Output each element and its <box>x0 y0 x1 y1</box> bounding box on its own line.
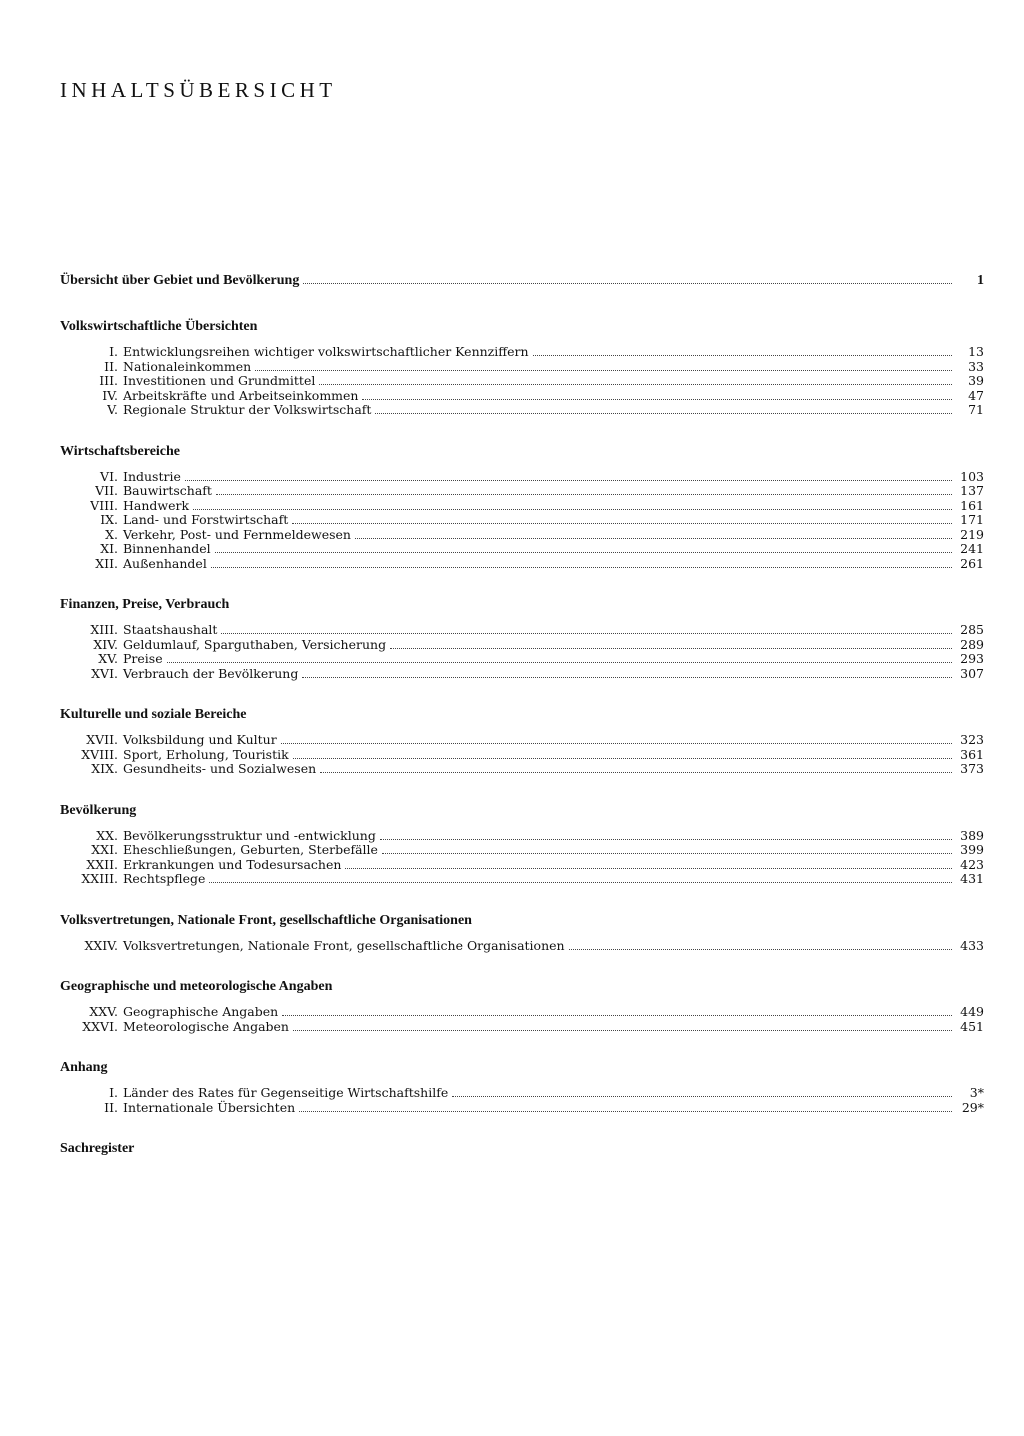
toc-entry-label: Arbeitskräfte und Arbeitseinkommen <box>123 387 359 403</box>
toc-entry-label: Sport, Erholung, Touristik <box>123 746 289 762</box>
toc-entry-number: XIV. <box>93 636 118 652</box>
dot-leader <box>292 523 952 524</box>
toc-entry[interactable] <box>60 623 984 638</box>
toc-section <box>60 977 984 1034</box>
dot-leader <box>362 399 952 400</box>
toc-entry-number: XXIV. <box>84 937 118 953</box>
dot-leader <box>302 677 952 678</box>
toc-entry[interactable] <box>60 499 984 514</box>
toc-section <box>60 911 984 954</box>
section-heading: Kulturelle und soziale Bereiche <box>60 707 247 722</box>
toc-entry[interactable] <box>60 542 984 557</box>
toc-entry-number: IV. <box>102 387 118 403</box>
toc-entry-number: IX. <box>100 512 118 527</box>
toc-section <box>60 705 984 777</box>
toc-page-number: 399 <box>960 842 984 857</box>
toc-section <box>60 317 984 418</box>
toc-entry-label: Nationaleinkommen <box>123 358 252 374</box>
section-heading: Bevölkerung <box>60 802 137 818</box>
toc-entry-number: XVIII. <box>81 746 118 762</box>
toc-section <box>60 595 984 681</box>
toc-entry-number: XX. <box>96 827 118 843</box>
toc-entry-number: XXII. <box>86 856 118 872</box>
toc-entry-label: Übersicht über Gebiet und Bevölkerung <box>60 273 300 288</box>
dot-leader <box>293 758 952 759</box>
toc-page-number: 449 <box>960 1004 984 1019</box>
toc-page-number: 433 <box>960 937 984 953</box>
toc-page-number: 389 <box>960 827 984 843</box>
toc-entry-label: Volksbildung und Kultur <box>123 732 277 747</box>
toc-page-number: 451 <box>960 1018 984 1034</box>
dot-leader <box>293 1030 952 1031</box>
toc-page-number: 323 <box>960 732 984 747</box>
toc-entry-label: Geographische Angaben <box>123 1004 279 1019</box>
toc-page-number: 161 <box>960 497 984 513</box>
toc-page-number: 307 <box>960 665 984 681</box>
toc-entry[interactable] <box>60 667 984 682</box>
toc-entry-number: V. <box>107 402 118 417</box>
toc-entry[interactable] <box>60 403 984 418</box>
toc-entry-label: Eheschließungen, Geburten, Sterbefälle <box>123 842 378 857</box>
toc-entry[interactable] <box>60 1005 984 1020</box>
toc-page-number: 423 <box>960 856 984 872</box>
toc-page-number: 289 <box>960 636 984 652</box>
toc-page-number: 285 <box>960 622 984 637</box>
toc-entry-number: XIII. <box>90 622 118 637</box>
toc-entry-number: XIX. <box>91 761 118 776</box>
toc-page <box>60 0 984 1436</box>
toc-overview-entry[interactable] <box>60 273 984 293</box>
dot-leader <box>320 772 952 773</box>
toc-page-number: 261 <box>960 555 984 571</box>
toc-entry-label: Internationale Übersichten <box>123 1099 296 1115</box>
toc-entry-label: Industrie <box>123 468 181 484</box>
toc-entry-label: Handwerk <box>123 497 190 513</box>
dot-leader <box>382 853 952 854</box>
toc-section <box>60 1058 984 1115</box>
toc-entry[interactable] <box>60 638 984 653</box>
dot-leader <box>215 552 952 553</box>
toc-page-number: 171 <box>960 512 984 527</box>
toc-entry-label: Volksvertretungen, Nationale Front, gesellschaftliche Organisationen <box>123 937 565 953</box>
toc-entry-label: Verkehr, Post- und Fernmeldewesen <box>123 526 351 542</box>
toc-entry[interactable] <box>60 1020 984 1035</box>
dot-leader <box>193 509 952 510</box>
section-heading: Geographische und meteorologische Angaben <box>60 979 333 994</box>
dot-leader <box>569 949 952 950</box>
dot-leader <box>390 648 952 649</box>
toc-entry-label: Außenhandel <box>123 555 207 571</box>
toc-entry[interactable] <box>60 939 984 954</box>
dot-leader <box>216 494 952 495</box>
toc-entry-label: Regionale Struktur der Volkswirtschaft <box>123 402 372 417</box>
toc-page-number: 71 <box>968 402 984 417</box>
toc-entry[interactable] <box>60 374 984 389</box>
toc-entry[interactable] <box>60 513 984 528</box>
toc-page-number: 103 <box>960 468 984 484</box>
toc-entry-label: Binnenhandel <box>123 541 211 556</box>
toc-entry-label: Preise <box>123 651 163 666</box>
toc-sections <box>60 317 984 1115</box>
toc-entry[interactable] <box>60 528 984 543</box>
toc-entry-label: Geldumlauf, Sparguthaben, Versicherung <box>123 636 387 652</box>
dot-leader <box>345 868 952 869</box>
toc-entry[interactable] <box>60 345 984 360</box>
toc-entry-number: III. <box>99 373 118 388</box>
toc-page-number: 137 <box>960 483 984 498</box>
toc-entry-number: X. <box>105 526 118 542</box>
toc-entry[interactable] <box>60 484 984 499</box>
toc-section <box>60 801 984 887</box>
toc-page-number: 241 <box>960 541 984 556</box>
toc-entry-number: VII. <box>95 483 118 498</box>
toc-entry-label: Erkrankungen und Todesursachen <box>123 856 342 872</box>
toc-entry[interactable] <box>60 829 984 844</box>
section-heading: Wirtschaftsbereiche <box>60 443 181 459</box>
toc-entry-label: Entwicklungsreihen wichtiger volkswirtschaftlicher Kennziffern <box>123 344 529 359</box>
toc-page-number: 29* <box>961 1099 984 1115</box>
toc-entry[interactable] <box>60 843 984 858</box>
toc-entry-label: Meteorologische Angaben <box>123 1018 289 1034</box>
dot-leader <box>355 538 952 539</box>
toc-page-number: 3* <box>969 1085 984 1100</box>
toc-entry-number: XXV. <box>89 1004 118 1019</box>
toc-entry-label: Bevölkerungsstruktur und -entwicklung <box>123 827 376 843</box>
dot-leader <box>375 413 952 414</box>
toc-index-entry[interactable]: Sachregister <box>60 1141 135 1156</box>
dot-leader <box>319 384 952 385</box>
toc-entry[interactable] <box>60 858 984 873</box>
toc-entry-label: Bauwirtschaft <box>123 483 212 498</box>
dot-leader <box>452 1096 952 1097</box>
toc-entry-number: XI. <box>100 541 118 556</box>
toc-entry[interactable] <box>60 733 984 748</box>
toc-entry[interactable] <box>60 1086 984 1101</box>
section-heading: Finanzen, Preise, Verbrauch <box>60 597 230 612</box>
toc-entry[interactable] <box>60 652 984 667</box>
toc-entry[interactable] <box>60 389 984 404</box>
toc-entry-label: Verbrauch der Bevölkerung <box>123 665 299 681</box>
section-heading: Volkswirtschaftliche Übersichten <box>60 319 258 334</box>
dot-leader <box>185 480 952 481</box>
toc-entry-number: XXVI. <box>82 1018 118 1034</box>
toc-entry-number: VIII. <box>90 497 118 513</box>
dot-leader <box>303 283 952 284</box>
dot-leader <box>281 743 952 744</box>
toc-entry[interactable] <box>60 1101 984 1116</box>
toc-entry-number: XII. <box>95 555 118 571</box>
dot-leader <box>282 1015 952 1016</box>
toc-section <box>60 442 984 572</box>
toc-entry-label: Investitionen und Grundmittel <box>123 373 316 388</box>
toc-entry-number: XXIII. <box>81 871 118 886</box>
toc-entry-label: Rechtspflege <box>123 871 206 886</box>
dot-leader <box>221 633 952 634</box>
toc-page-number: 39 <box>968 373 984 388</box>
toc-entry-number: VI. <box>100 468 118 484</box>
dot-leader <box>380 839 952 840</box>
dot-leader <box>211 567 952 568</box>
toc-entry[interactable] <box>60 470 984 485</box>
dot-leader <box>255 370 952 371</box>
toc-entry[interactable] <box>60 872 984 887</box>
dot-leader <box>533 355 952 356</box>
dot-leader <box>209 882 952 883</box>
toc-entry[interactable] <box>60 360 984 375</box>
toc-entry-label: Gesundheits- und Sozialwesen <box>123 761 317 776</box>
dot-leader <box>167 662 952 663</box>
toc-entry[interactable] <box>60 557 984 572</box>
toc-entry[interactable] <box>60 762 984 777</box>
toc-entry-number: XVI. <box>91 665 118 681</box>
table-of-contents <box>60 273 984 1159</box>
section-heading: Anhang <box>60 1060 108 1075</box>
toc-page-number: 33 <box>968 358 984 374</box>
toc-entry[interactable] <box>60 748 984 763</box>
toc-entry-label: Länder des Rates für Gegenseitige Wirtschaftshilfe <box>123 1085 449 1100</box>
toc-page-number: 47 <box>968 387 984 403</box>
toc-page-number: 431 <box>960 871 984 886</box>
section-heading: Volksvertretungen, Nationale Front, gesellschaftliche Organisationen <box>60 912 472 928</box>
page-title: INHALTSÜBERSICHT <box>60 78 337 102</box>
dot-leader <box>299 1111 952 1112</box>
toc-entry-number: XV. <box>98 651 118 666</box>
toc-entry-number: II. <box>104 358 118 374</box>
toc-page-number: 361 <box>960 746 984 762</box>
toc-entry-number: XVII. <box>86 732 118 747</box>
toc-entry-number: II. <box>104 1099 118 1115</box>
toc-page-number: 373 <box>960 761 984 776</box>
toc-page-number: 293 <box>960 651 984 666</box>
toc-page-number: 219 <box>960 526 984 542</box>
toc-page-number: 13 <box>968 344 984 359</box>
toc-entry-number: I. <box>109 344 118 359</box>
toc-page-number: 1 <box>977 273 984 288</box>
toc-entry-label: Staatshaushalt <box>123 622 218 637</box>
toc-entry-label: Land- und Forstwirtschaft <box>123 512 289 527</box>
toc-entry-number: XXI. <box>91 842 118 857</box>
toc-entry-number: I. <box>109 1085 118 1100</box>
